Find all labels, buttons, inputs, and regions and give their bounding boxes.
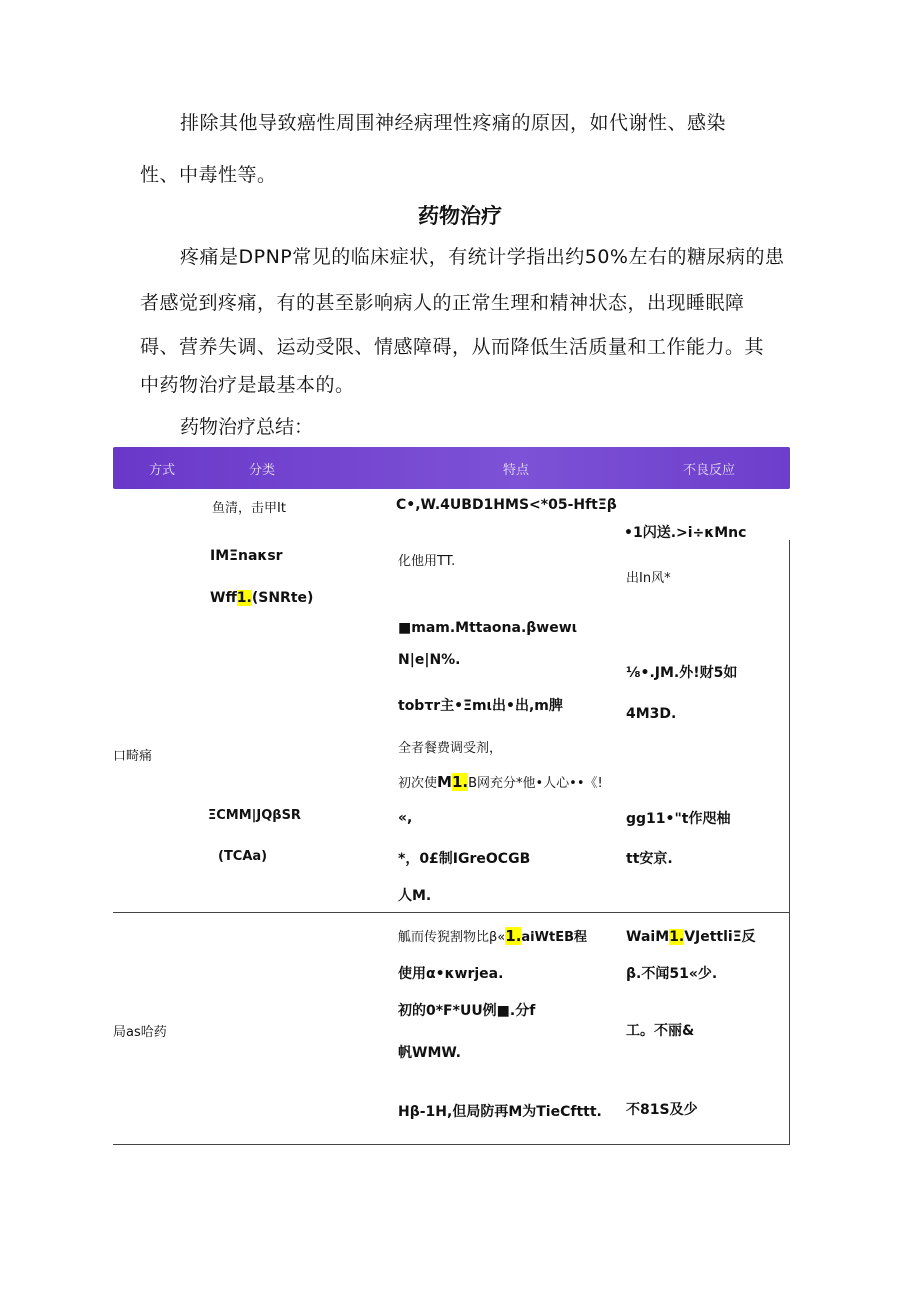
row1-feature-line: *，0£制IGreOCGB (398, 851, 531, 867)
row1-feature-line: N|e|N%. (398, 652, 461, 668)
row1-adverse-line: 出In风* (626, 571, 671, 586)
row1-feature-text: 初次使 (398, 776, 438, 791)
row1-class-text: Wff (210, 590, 237, 606)
table-bottom-border (113, 1144, 790, 1145)
row2-feature-highlight: 1. (505, 927, 522, 945)
row1-class-line: (TCAa) (218, 849, 268, 864)
row1-feature-line: 全者餐费调受剂， (398, 741, 503, 756)
row2-feature-line (398, 926, 587, 945)
paragraph-line-4: 中药物治疗是最基本的。 (140, 374, 355, 396)
row1-class-line (210, 590, 313, 606)
table-header (113, 447, 790, 489)
row1-feature-highlight: 1. (451, 773, 469, 791)
header-class: 分类 (249, 463, 276, 478)
row2-adverse-line: 不81S及少 (626, 1102, 698, 1118)
row-divider (113, 912, 790, 913)
row1-class-line: IMΞnaκsr (210, 548, 283, 564)
row2-method: 局as哈药 (113, 1025, 167, 1040)
row1-feature-line: 人M. (398, 888, 432, 904)
row1-class-text: (SNRte) (251, 590, 314, 606)
row2-adverse-text: WaiM (626, 929, 670, 945)
row2-adverse-line (626, 926, 756, 946)
row2-adverse-text: VJettliΞ反 (684, 929, 756, 945)
row1-method: 口畸痛 (113, 749, 153, 764)
row2-feature-line: 帆WMW. (398, 1045, 461, 1061)
summary-label: 药物治疗总结： (180, 416, 314, 438)
row1-feature-line: ■mam.Mttaona.βwewι (398, 620, 578, 636)
row1-feature-line (398, 772, 603, 791)
intro-line-2: 性、中毒性等。 (140, 164, 277, 186)
row2-adverse-highlight: 1. (669, 929, 685, 945)
row1-adverse-line: ⅛•.JM.外!财5如 (626, 665, 738, 681)
row1-adverse-line: •1闪送.>i÷κMnc (624, 525, 747, 541)
row1-class-highlight: 1. (236, 590, 252, 606)
paragraph-line-3: 碍、营养失调、运动受限、情感障碍，从而降低生活质量和工作能力。其 (140, 336, 765, 358)
row2-feature-line: Hβ-1H,但局防再M为TieCfttt. (398, 1104, 602, 1120)
row2-adverse-line: β.不闻51«少. (626, 966, 718, 982)
intro-line-1: 排除其他导致癌性周围神经病理性疼痛的原因，如代谢性、感染 (180, 112, 727, 134)
row1-class-line: 鱼清，击甲It (212, 501, 286, 516)
header-features: 特点 (503, 463, 530, 478)
row1-feature-line: «, (398, 810, 413, 826)
row1-feature-text: B网充分*他•人心••《! (468, 776, 603, 791)
row1-feature-line: 化他用TT. (398, 554, 456, 569)
row1-feature-text: M (437, 773, 452, 791)
header-adverse: 不良反应 (683, 463, 736, 478)
header-method: 方式 (149, 463, 176, 478)
row1-feature-line: tobτr主•Ξmι出•出,m脾 (398, 698, 563, 714)
row1-adverse-line: 4M3D. (626, 706, 677, 722)
row2-adverse-line: 工。不丽& (626, 1023, 695, 1039)
row1-adverse-line: gg11•"t作咫柚 (626, 811, 731, 827)
row2-feature-text: aiWtEB程 (521, 930, 587, 945)
row1-adverse-line: tt安京. (626, 851, 673, 867)
paragraph-line-2: 者感觉到疼痛，有的甚至影响病人的正常生理和精神状态，出现睡眠障 (140, 292, 745, 314)
row1-class-line: ΞCMM|JQβSR (208, 808, 301, 823)
section-heading: 药物治疗 (418, 204, 502, 228)
table-right-border (789, 540, 790, 1144)
row2-feature-text: 觚而传猊割物比β« (398, 930, 506, 945)
row2-feature-line: 初的0*F*UU例■.分f (398, 1003, 536, 1019)
paragraph-line-1: 疼痛是DPNP常见的临床症状，有统计学指出约50%左右的糖尿病的患 (180, 246, 785, 268)
row2-feature-line: 使用α•κwrjea. (398, 966, 504, 982)
row1-feature-line: C•,W.4UBD1HMS<*05-HftΞβ (396, 497, 617, 513)
